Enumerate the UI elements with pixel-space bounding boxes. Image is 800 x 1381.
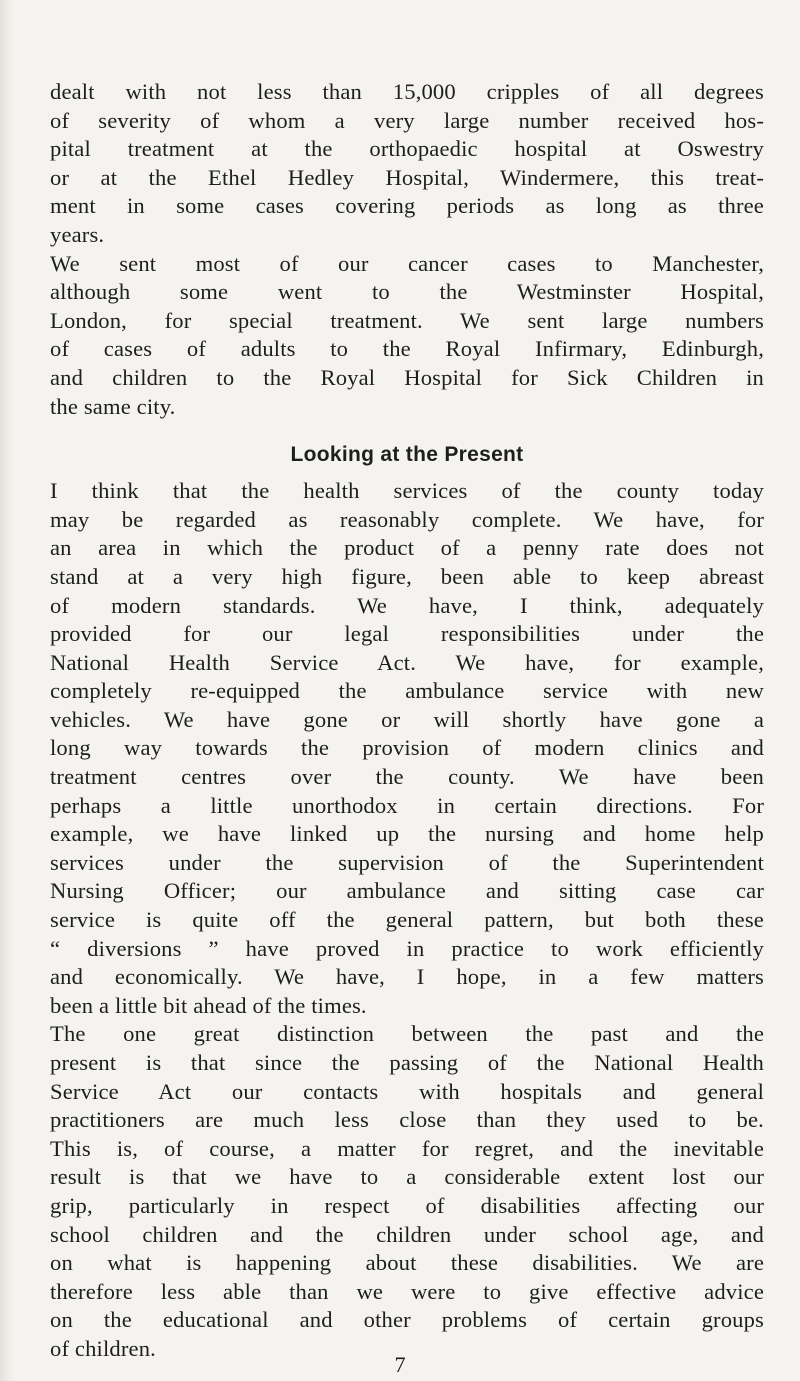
document-page — [50, 78, 764, 1364]
text-line: the same city. — [50, 393, 176, 419]
page-number: 7 — [394, 1352, 406, 1377]
text-line: of severity of whom a very large number received hos- — [50, 107, 764, 133]
text-line: an area in which the product of a penny rate does not — [50, 535, 764, 561]
text-line: This is, of course, a matter for regret, and the inevitable — [50, 1135, 764, 1161]
text-line: We sent most of our cancer cases to Manchester, — [50, 250, 764, 276]
section-heading: Looking at the Present — [290, 443, 524, 467]
text-line: long way towards the provision of modern clinics and — [50, 735, 764, 761]
text-line: National Health Service Act. We have, for example, — [50, 649, 764, 675]
text-line: I think that the health services of the county today — [50, 478, 764, 504]
text-line: example, we have linked up the nursing and home help — [50, 821, 764, 847]
text-line: perhaps a little unorthodox in certain directions. For — [50, 792, 764, 818]
text-line: Nursing Officer; our ambulance and sitting case car — [50, 878, 764, 904]
text-line: services under the supervision of the Superintendent — [50, 849, 764, 875]
text-line: years. — [50, 221, 105, 247]
text-line: and children to the Royal Hospital for Sick Children in — [50, 364, 764, 390]
text-line: service is quite off the general pattern, but both these — [50, 907, 764, 933]
text-line: practitioners are much less close than they used to be. — [50, 1107, 764, 1133]
text-line: of cases of adults to the Royal Infirmary, Edinburgh, — [50, 336, 764, 362]
text-line: although some went to the Westminster Hospital, — [50, 279, 764, 305]
text-line: and economically. We have, I hope, in a few matters — [50, 964, 764, 990]
text-line: or at the Ethel Hedley Hospital, Windermere, this treat- — [50, 164, 764, 190]
text-line: therefore less able than we were to give effective advice — [50, 1278, 764, 1304]
page-edge-shadow — [0, 0, 14, 1381]
text-line: completely re-equipped the ambulance service with new — [50, 678, 764, 704]
text-line: stand at a very high figure, been able to keep abreast — [50, 563, 764, 589]
text-line: “ diversions ” have proved in practice to work efficiently — [50, 935, 764, 961]
text-line: London, for special treatment. We sent large numbers — [50, 307, 764, 333]
text-line: pital treatment at the orthopaedic hospital at Oswestry — [50, 136, 764, 162]
text-line: grip, particularly in respect of disabilities affecting our — [50, 1192, 764, 1218]
text-line: school children and the children under school age, and — [50, 1221, 764, 1247]
text-line: dealt with not less than 15,000 cripples of all degrees — [50, 79, 764, 104]
text-line: of modern standards. We have, I think, adequately — [50, 592, 764, 618]
paragraph-health-services — [50, 477, 764, 1020]
text-line: vehicles. We have gone or will shortly have gone a — [50, 706, 764, 732]
text-line: result is that we have to a considerable extent lost our — [50, 1164, 764, 1190]
text-line: of children. — [50, 1335, 156, 1361]
text-line: on the educational and other problems of certain groups — [50, 1307, 764, 1333]
text-line: been a little bit ahead of the times. — [50, 992, 367, 1018]
paragraph-cancer-cases — [50, 250, 764, 422]
text-line: on what is happening about these disabilities. We are — [50, 1250, 764, 1276]
text-line: Service Act our contacts with hospitals and general — [50, 1078, 764, 1104]
paragraph-cripples — [50, 78, 764, 250]
text-line: The one great distinction between the past and the — [50, 1021, 764, 1047]
paragraph-distinction — [50, 1020, 764, 1363]
text-line: may be regarded as reasonably complete. We have, for — [50, 506, 764, 532]
text-line: ment in some cases covering periods as long as three — [50, 193, 764, 219]
text-line: present is that since the passing of the National Health — [50, 1050, 764, 1075]
text-line: provided for our legal responsibilities under the — [50, 621, 764, 647]
text-line: treatment centres over the county. We have been — [50, 764, 764, 790]
